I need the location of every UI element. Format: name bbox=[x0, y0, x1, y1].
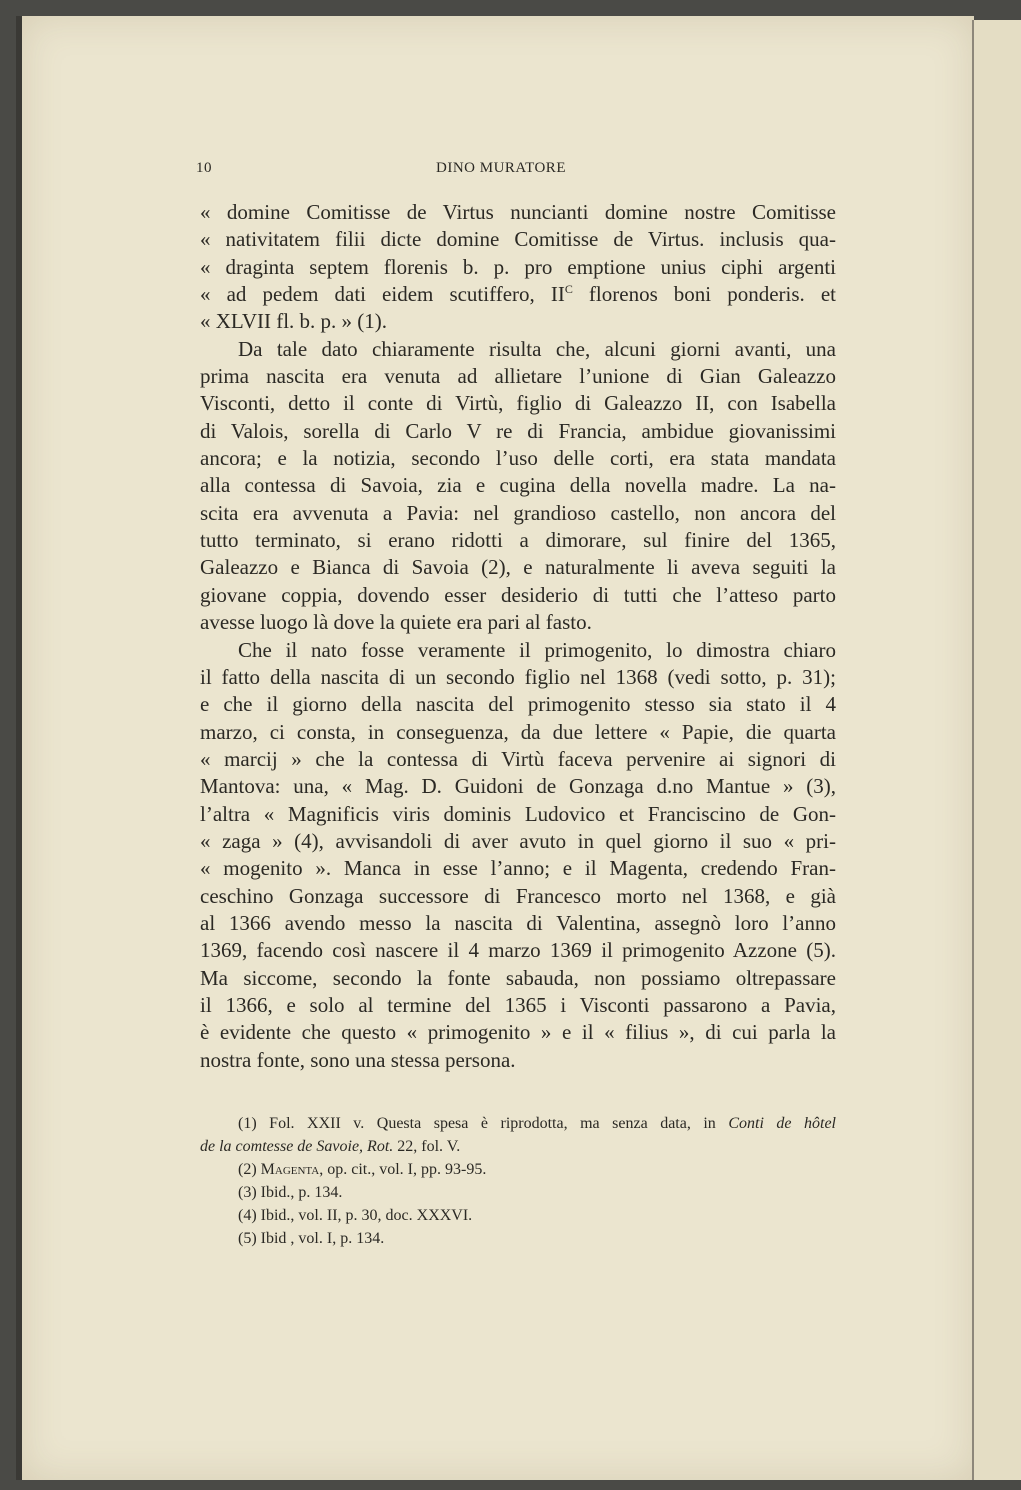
text-line: il 1366, e solo al termine del 1365 i Visconti passarono a Pavia, bbox=[200, 992, 836, 1017]
text-line: il fatto della nascita di un secondo figlio nel 1368 (vedi sotto, p. 31); bbox=[200, 664, 836, 689]
footnote-1 bbox=[200, 1112, 836, 1135]
footnote-title: de la comtesse de Savoie, Rot. bbox=[200, 1138, 394, 1155]
footnote-text: , op. cit., vol. I, pp. 93-95. bbox=[319, 1161, 487, 1178]
footnote-num: (2) bbox=[238, 1161, 261, 1178]
text-line: ceschino Gonzaga successore di Francesco morto nel 1368, e già bbox=[200, 883, 836, 908]
text-line: « nativitatem filii dicte domine Comitisse de Virtus. inclusis qua- bbox=[200, 227, 836, 252]
text-line: al 1366 avendo messo la nascita di Valentina, assegnò loro l’anno bbox=[200, 910, 836, 935]
footnote-author: Magenta bbox=[260, 1161, 320, 1178]
body-text bbox=[200, 199, 836, 1074]
text-line: prima nascita era venuta ad allietare l’unione di Gian Galeazzo bbox=[200, 364, 836, 389]
footnote-2 bbox=[200, 1158, 836, 1181]
footnote-5: (5) Ibid , vol. I, p. 134. bbox=[238, 1230, 385, 1247]
text-line: ancora; e la notizia, secondo l’uso delle corti, era stata mandata bbox=[200, 446, 836, 471]
text-line: « XLVII fl. b. p. » (1). bbox=[200, 309, 388, 334]
text-line: Ma siccome, secondo la fonte sabauda, non possiamo oltrepassare bbox=[200, 965, 836, 990]
text-line: scita era avvenuta a Pavia: nel grandioso castello, non ancora del bbox=[200, 500, 836, 525]
text-line: Da tale dato chiaramente risulta che, alcuni giorni avanti, una bbox=[238, 336, 836, 361]
text-line: « marcij » che la contessa di Virtù faceva pervenire ai signori di bbox=[200, 746, 836, 771]
text-line: tutto terminato, si erano ridotti a dimorare, sul finire del 1365, bbox=[200, 528, 836, 553]
text-line: nostra fonte, sono una stessa persona. bbox=[200, 1047, 516, 1072]
text-line: « draginta septem florenis b. p. pro emptione unius ciphi argenti bbox=[200, 254, 836, 279]
text-line: di Valois, sorella di Carlo V re di Francia, ambidue giovanissimi bbox=[200, 418, 836, 443]
footnote-text: 22, fol. V. bbox=[393, 1138, 461, 1155]
text-line: è evidente che questo « primogenito » e il « filius », di cui parla la bbox=[200, 1020, 836, 1045]
text-line: Che il nato fosse veramente il primogenito, lo dimostra chiaro bbox=[238, 637, 836, 662]
text-line: « mogenito ». Manca in esse l’anno; e il Magenta, credendo Fran- bbox=[200, 856, 836, 881]
text-line: « ad pedem dati eidem scutiffero, $II^C$ florenos boni ponderis. et bbox=[200, 282, 837, 307]
text-line: e che il giorno della nascita del primogenito stesso sia stato il 4 bbox=[200, 692, 836, 717]
footnote-3: (3) Ibid., p. 134. bbox=[238, 1184, 343, 1201]
text-line: alla contessa di Savoia, zia e cugina della novella madre. La na- bbox=[200, 473, 836, 498]
footnote-4: (4) Ibid., vol. II, p. 30, doc. XXXVI. bbox=[238, 1207, 473, 1224]
text-line: « domine Comitisse de Virtus nuncianti domine nostre Comitisse bbox=[200, 200, 836, 224]
running-head: DINO MURATORE bbox=[436, 160, 566, 176]
superscript: C bbox=[564, 282, 573, 297]
text-line: 1369, facendo così nascere il 4 marzo 1369 il primogenito Azzone (5). bbox=[200, 938, 836, 963]
text-line: giovane coppia, dovendo esser desiderio di tutti che l’atteso parto bbox=[200, 582, 836, 607]
footnote-title: Conti de hôtel bbox=[728, 1115, 837, 1132]
text-line: « zaga » (4), avvisandoli di aver avuto in quel giorno il suo « pri- bbox=[200, 828, 836, 853]
text-line: avesse luogo là dove la quiete era pari al fasto. bbox=[200, 610, 592, 635]
next-page-edge bbox=[972, 20, 1021, 1480]
text-line: marzo, ci consta, in conseguenza, da due lettere « Papie, die quarta bbox=[200, 719, 836, 744]
page-number: 10 bbox=[196, 160, 212, 176]
text-line: Galeazzo e Bianca di Savoia (2), e naturalmente li aveva seguiti la bbox=[200, 555, 836, 580]
text-line: l’altra « Magnificis viris dominis Ludovico et Franciscino de Gon- bbox=[200, 801, 836, 826]
footnote-1-cont bbox=[200, 1135, 836, 1158]
text-line: Visconti, detto il conte di Virtù, figlio di Galeazzo II, con Isabella bbox=[200, 391, 836, 416]
footnotes bbox=[200, 1112, 836, 1250]
footnote-text: (1) Fol. XXII v. Questa spesa è riprodotta, ma senza data, in bbox=[238, 1115, 729, 1132]
text-line: Mantova: una, « Mag. D. Guidoni de Gonzaga d.no Mantue » (3), bbox=[200, 774, 836, 799]
